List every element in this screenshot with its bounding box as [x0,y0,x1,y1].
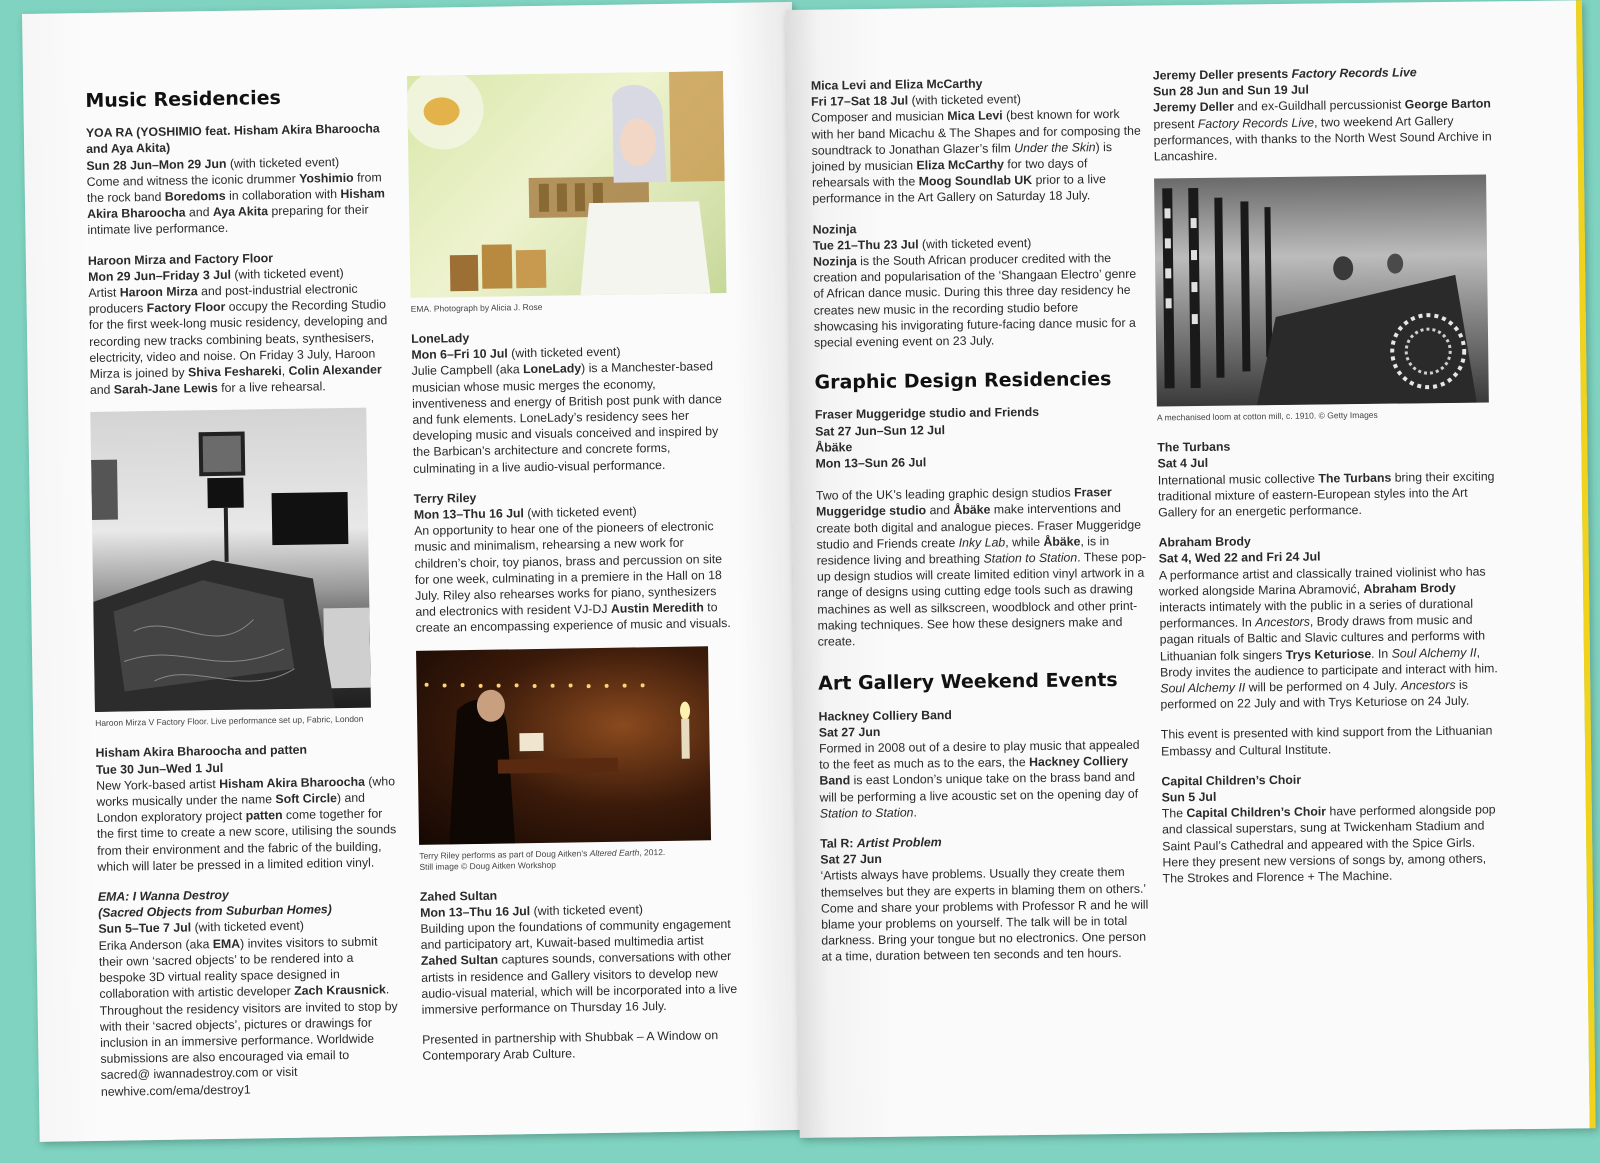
entry-body: Composer and musician Mica Levi (best known for work with her band Micachu & The Shapes and for composing the soundtrack to Jonathan Glazer’s film Under the Skin) is joined by musician Eliza McCarthy for two days of rehearsals with the Moog Soundlab UK prior to a live performance in the Art Gallery on Saturday 18 July. [811,107,1141,207]
entry-tal-r [820,832,1152,966]
entry-subtitle: (Sacred Objects from Suburban Homes) [98,902,332,921]
entry-title: Jeremy Deller presents Factory Records Live [1152,65,1417,83]
entry-title: Hackney Colliery Band [818,707,952,724]
entry-title: Nozinja [812,221,857,237]
entry-body: Come and witness the iconic drummer Yoshimio from the rock band Boredoms in collaboration with Hisham Akira Bharoocha and Aya Akita preparing for their intimate live performance. [86,170,385,238]
loom-photo-caption: A mechanised loom at cotton mill, c. 1910. © Getty Images [1156,410,1378,423]
entry-date-abake: Mon 13–Sun 26 Jul [815,455,927,471]
left-column-1 [85,88,401,1113]
entry-date: Mon 6–Fri 10 Jul (with ticketed event) [411,344,621,363]
entry-the-turbans [1157,436,1498,521]
right-column-2 [1153,63,1503,900]
entry-capital-childrens-choir [1161,769,1502,887]
haroon-mirza-photo [90,408,371,712]
entry-haroon-mirza [88,248,390,399]
right-page [786,0,1596,1138]
entry-hisham-patten [95,741,397,875]
entry-title: Mica Levi and Eliza McCarthy [810,76,983,93]
partnership-note: Presented in partnership with Shubbak – A Window on Contemporary Arab Culture. [422,1028,719,1064]
music-residencies-heading: Music Residencies [85,86,281,113]
graphic-design-heading: Graphic Design Residencies [814,368,1112,394]
entry-body: A performance artist and classically trained violinist who has worked alongside Marina Abramović, Abraham Brody interacts intimately with the public in a series of durational performances. In Ancestors, Brody draws from music and pagan rituals of Baltic and Slavic cultures and performs with Lithuanian folk singers Trys Keturiose. In Soul Alchemy II, Brody invites the audience to participate and interact with him. Soul Alchemy II will be performed on 4 July. Ancestors is performed on 22 July and with Trys Keturiose on 24 July. [1158,564,1498,712]
weekend-events-heading: Art Gallery Weekend Events [818,669,1118,695]
left-column-2 [407,71,742,1065]
ema-photo-caption: EMA. Photograph by Alicia J. Rose [410,301,543,314]
entry-body: Artist Haroon Mirza and post-industrial electronic producers Factory Floor occupy the Recording Studio for the first week-long music residency, developing and recording new tracks combining beats, synthesisers, electricity, video and noise. On Friday 3 July, Haroon Mirza is joined by Shiva Feshareki, Colin Alexander and Sarah-Jane Lewis for a live rehearsal. [88,281,388,398]
left-page [22,2,810,1142]
entry-date: Sun 5 Jul [1161,789,1217,805]
entry-lonelady [411,326,733,477]
entry-date: Sat 4 Jul [1157,456,1209,471]
entry-body: Erika Anderson (aka EMA) invites visitors to submit their own ‘sacred objects’ to be rendered into a bespoke 3D virtual reality space designed in collaboration with artistic developer Zach Krausnick. Throughout the residency visitors are invited to stop by with their ‘sacred objects’, pictures or drawings for inclusion in an immersive performance. Worldwide submissions are also encouraged via email to sacred@ iwannadestroy.com or visit newhive.com/ema/destroy1 [98,934,398,1099]
entry-title: EMA: I Wanna Destroy [97,887,229,904]
entry-title: LoneLady [411,331,470,346]
entry-title: Capital Children’s Choir [1161,772,1302,789]
entry-body: Jeremy Deller and ex-Guildhall percussionist George Barton present Factory Records Live, two weekend Art Gallery performances, with thanks to the North West Sound Archive in Lancashire. [1153,96,1492,164]
entry-date: Mon 29 Jun–Friday 3 Jul (with ticketed event) [88,265,344,284]
entry-terry-riley [414,486,736,637]
entry-title: Zahed Sultan [419,888,498,904]
entry-date: Sat 27 Jun–Sun 12 Jul [815,422,946,439]
entry-date: Sat 27 Jun [818,724,881,740]
entry-title: Tal R: Artist Problem [820,835,942,851]
entry-date: Sun 5–Tue 7 Jul (with ticketed event) [98,919,304,937]
entry-title: YOA RA (YOSHIMIO feat. Hisham Akira Bharoocha and Aya Akita) [85,121,380,157]
entry-title: Terry Riley [413,490,477,506]
right-column-1 [811,74,1152,980]
entry-support-note: This event is presented with kind support from the Lithuanian Embassy and Cultural Institute. [1160,723,1493,759]
entry-ema [98,884,401,1099]
terry-photo-caption: Terry Riley performs as part of Doug Aitken’s Altered Earth, 2012. Still image © Doug Aitken Workshop [419,846,666,872]
terry-riley-photo [416,646,711,845]
entry-body: The Capital Children’s Choir have performed alongside pop and classical superstars, sung at Twickenham Stadium and Saint Paul’s Cathedral and appeared with the Spice Girls. Here they present new versions of songs by, among others, The Strokes and Florence + The Machine. [1161,802,1496,886]
entry-nozinja [813,217,1145,351]
entry-body: Julie Campbell (aka LoneLady) is a Manchester-based musician whose music merges the economy, inventiveness and energy of British post punk with dance and funk elements. LoneLady’s residency sees her developing music and visuals conceived and inspired by the Barbican’s architecture and concrete forms, culminating in a live audio-visual performance. [411,359,722,476]
entry-date: Sun 28 Jun–Mon 29 Jun (with ticketed event) [86,154,340,173]
loom-photo [1154,175,1489,407]
entry-title: Haroon Mirza and Factory Floor [87,250,274,268]
entry-date: Fri 17–Sat 18 Jul (with ticketed event) [811,92,1022,109]
entry-body: New York-based artist Hisham Akira Bharoocha (who works musically under the name Soft Circle) and London exploratory project patten come together for the first time to create a new score, utilising the sounds from their environment and the fabric of the building, which will later be pressed in a limited edition vinyl. [96,774,397,874]
entry-title: Abraham Brody [1158,534,1251,550]
entry-abraham-brody [1158,531,1501,760]
entry-fraser-muggeridge [815,403,1148,650]
entry-date: Sun 28 Jun and Sun 19 Jul [1152,82,1309,99]
entry-title: The Turbans [1157,439,1231,455]
entry-yoa-ra [86,121,388,239]
entry-body: Two of the UK’s leading graphic design studios Fraser Muggeridge studio and Åbäke make interventions and create both digital and analogue pieces. Fraser Muggeridge studio and Friends create Inky Lab, while Åbäke, is in residence living and breathing Station to Station. These pop-up design studios will create limited edition vinyl artwork in a range of designs using cutting edge tools such as drawing machines as well as silkscreen, woodblock and other print-making techniques. See how these designers make and create. [815,485,1147,649]
entry-body: International music collective The Turbans bring their exciting traditional mixture of eastern-European styles into the Art Gallery for an energetic performance. [1157,469,1495,520]
entry-body: Building upon the foundations of community engagement and participatory art, Kuwait-based multimedia artist Zahed Sultan captures sounds, conversations with other artists in residence and Gallery visitors to develop new audio-visual material, which will be incorporated into a live immersive performance on Thursday 16 July. [420,917,738,1017]
entry-date: Sat 4, Wed 22 and Fri 24 Jul [1158,549,1321,566]
entry-zahed-sultan [420,883,742,1018]
entry-mica-levi [811,74,1143,208]
entry-date: Tue 30 Jun–Wed 1 Jul [95,760,224,777]
entry-title-abake: Åbäke [815,440,853,455]
entry-title: Hisham Akira Bharoocha and patten [95,743,308,761]
entry-date: Mon 13–Thu 16 Jul (with ticketed event) [413,504,637,522]
entry-body: ‘Artists always have problems. Usually they create them themselves but they are experts in blaming them on others.’ Come and share your problems with Professor R and he will blame your problems on yourself. The talk will be in total darkness. Bring your tongue but no electronics. One person at a time, duration between ten seconds and ten hours. [820,865,1149,964]
entry-title: Fraser Muggeridge studio and Friends [814,405,1040,423]
entry-body: Formed in 2008 out of a desire to play music that appealed to the feet as much as to the ears, the Hackney Colliery Band is east London’s unique take on the brass band and will be performing a live acoustic set on the opening day of Station to Station. [818,737,1140,821]
entry-hackney-colliery [819,704,1150,821]
entry-date: Sat 27 Jun [820,852,882,867]
entry-date: Tue 21–Thu 23 Jul (with ticketed event) [812,235,1032,253]
ema-photo [407,71,726,298]
entry-body: An opportunity to hear one of the pioneers of electronic music and minimalism, rehearsing a new work for children’s choir, toy pianos, brass and percussion on site for one week, culminating in a premiere in the Hall on 18 July. Riley also rehearses works for piano, synthesizers and electronics with resident VJ-DJ Austin Meredith to create an encompassing experience of music and visuals. [414,519,731,636]
entry-jeremy-deller [1153,63,1494,164]
entry-body: Nozinja is the South African producer credited with the creation and popularisation of the ‘Shangaan Electro’ genre of African dance music. During this three day residency he creates new music in the recording studio before showcasing his invigorating future-facing dance music for a special evening event on 23 July. [812,251,1137,350]
haroon-photo-caption: Haroon Mirza V Factory Floor. Live performance set up, Fabric, London [95,714,364,729]
entry-date: Mon 13–Thu 16 Jul (with ticketed event) [420,902,644,920]
